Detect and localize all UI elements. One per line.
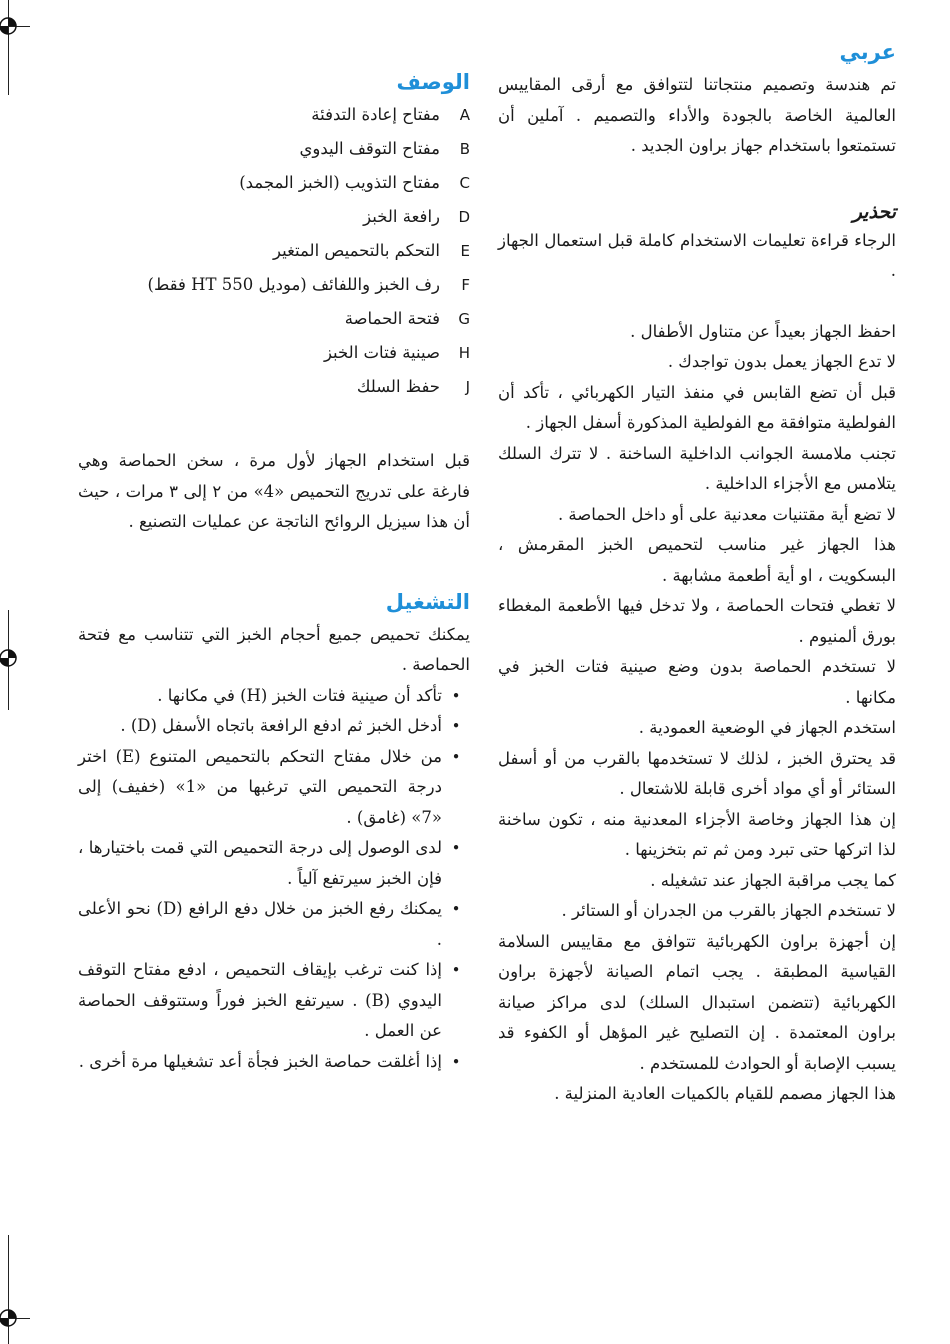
operation-step-text: إذا أغلقت حماصة الخبز فجأة أعد تشغيلها مرة أخرى . <box>78 1051 442 1071</box>
part-label: رف الخبز واللفائف (موديل HT 550 فقط) <box>147 275 440 294</box>
part-label: مفتاح التذويب (الخبز المجمد) <box>239 173 440 192</box>
operation-step <box>78 894 470 955</box>
warning-heading: تحذير <box>852 200 896 223</box>
operation-step-text: يمكنك رفع الخبز من خلال دفع الرافع (D) نحو الأعلى . <box>78 899 442 949</box>
parts-list-item <box>78 200 470 234</box>
parts-list-item <box>78 234 470 268</box>
warning-item: قبل أن تضع القابس في منفذ التيار الكهربائي ، تأكد أن الفولطية متوافقة مع الفولطية المذكورة أسفل الجهاز . <box>498 382 896 432</box>
warning-item: هذا الجهاز مصمم للقيام بالكميات العادية المنزلية . <box>554 1084 896 1103</box>
part-letter: D <box>458 208 470 226</box>
right-column <box>498 38 896 1110</box>
bullet-icon: • <box>451 686 461 705</box>
bullet-icon: • <box>451 839 461 857</box>
registration-mark-icon <box>0 646 20 670</box>
bullet-icon: • <box>451 1052 461 1071</box>
warning-item: كما يجب مراقبة الجهاز عند تشغيله . <box>650 870 896 890</box>
operation-step-text: إذا كنت ترغب بإيقاف التحميص ، ادفع مفتاح التوقف اليدوي (B) . سيرتفع الخبز فوراً وستتوقف الحماصة عن العمل . <box>78 960 442 1040</box>
part-letter: G <box>458 310 470 328</box>
bullet-icon: • <box>451 961 461 979</box>
warning-item: إن هذا الجهاز وخاصة الأجزاء المعدنية منه ، تكون ساخنة لذا اتركها حتى تبرد ومن ثم تم بتخزينها . <box>498 809 896 859</box>
warning-item: لا تستخدم الجهاز بالقرب من الجدران أو الستائر . <box>561 901 896 920</box>
operation-step-text: تأكد أن صينية فتات الخبز (H) في مكانها . <box>157 685 442 705</box>
part-label: مفتاح التوقف اليدوي <box>299 139 440 158</box>
warning-intro: الرجاء قراءة تعليمات الاستخدام كاملة قبل استعمال الجهاز . <box>498 230 896 280</box>
warning-item: إن أجهزة براون الكهربائية تتوافق مع مقاييس السلامة القياسية المطبقة . يجب اتمام الصيانة لأجهزة براون الكهربائية (تتضمن استبدال السلك) لدى مراكز صيانة براون المعتمدة . إن التصليح غير المؤهل أو الكفوء قد يسبب الإصابة أو الحوادث للمستخدم . <box>498 931 896 1073</box>
part-letter: C <box>459 174 470 192</box>
operation-step <box>78 833 470 894</box>
warning-item: احفظ الجهاز بعيداً عن متناول الأطفال . <box>630 321 896 341</box>
part-label: رافعة الخبز <box>363 207 440 226</box>
operation-step-text: لدى الوصول إلى درجة التحميص التي قمت باختيارها ، فإن الخبز سيرتفع آلياً . <box>78 838 442 888</box>
operation-step-text: من خلال مفتاح التحكم بالتحميص المتنوع (E) اختر درجة التحميص التي ترغبها من «1» (خفيف) إلى «7» (غامق) . <box>78 746 442 827</box>
registration-mark-icon <box>0 14 20 38</box>
part-letter: J <box>465 378 470 396</box>
part-letter: E <box>460 242 470 260</box>
warning-item: تجنب ملامسة الجوانب الداخلية الساخنة . لا تترك السلك يتلامس مع الأجزاء الداخلية . <box>498 443 896 493</box>
operation-intro: يمكنك تحميص جميع أحجام الخبز التي تتناسب مع فتحة الحماصة . <box>78 624 470 674</box>
warning-item: هذا الجهاز غير مناسب لتحميص الخبز المقرمش ، البسكويت ، او أية أطعمة مشابهة . <box>498 535 896 585</box>
parts-list-item <box>78 98 470 132</box>
part-label: التحكم بالتحميص المتغير <box>272 241 440 260</box>
warning-item: لا تدع الجهاز يعمل بدون تواجدك . <box>667 352 896 371</box>
operation-step <box>78 1047 470 1078</box>
bullet-icon: • <box>451 900 461 918</box>
part-label: مفتاح إعادة التدفئة <box>311 105 440 124</box>
parts-list-item <box>78 370 470 404</box>
parts-list <box>78 98 470 404</box>
part-letter: H <box>458 344 470 362</box>
intro-paragraph: تم هندسة وتصميم منتجاتنا لتتوافق مع أرقى المقاييس العالمية الخاصة بالجودة والأداء والتصميم . آملين أن تستمتعوا باستخدام جهاز براون الجديد . <box>498 75 896 155</box>
operation-step <box>78 711 470 742</box>
operation-step <box>78 955 470 1047</box>
part-label: حفظ السلك <box>356 377 440 396</box>
operation-step-text: أدخل الخبز ثم ادفع الرافعة باتجاه الأسفل (D) . <box>120 716 442 735</box>
description-heading: الوصف <box>396 70 470 94</box>
operation-step <box>78 681 470 712</box>
bullet-icon: • <box>451 717 461 735</box>
parts-list-item <box>78 336 470 370</box>
operation-steps <box>78 681 470 1078</box>
warning-item: لا تستخدم الحماصة بدون وضع صينية فتات الخبز في مكانها . <box>498 657 896 707</box>
operation-step <box>78 742 470 834</box>
warning-item: لا تضع أية مقتنيات معدنية على أو داخل الحماصة . <box>557 504 896 524</box>
registration-mark-icon <box>0 1306 20 1330</box>
warning-list <box>498 317 896 1110</box>
part-label: صينية فتات الخبز <box>323 343 440 362</box>
first-use-note: قبل استخدام الجهاز لأول مرة ، سخن الحماصة وهي فارغة على تدريج التحميص «4» من ٢ إلى ٣ مرات ، حيث أن هذا سيزيل الروائح الناتجة عن عمليات التصنيع . <box>78 451 470 531</box>
parts-list-item <box>78 268 470 302</box>
parts-list-item <box>78 302 470 336</box>
warning-item: قد يحترق الخبز ، لذلك لا تستخدمها بالقرب من أو أسفل الستائر أو أي مواد أخرى قابلة للاشتعال . <box>498 748 896 798</box>
warning-item: لا تغطي فتحات الحماصة ، ولا تدخل فيها الأطعمة المغطاء بورق ألمنيوم . <box>498 596 896 646</box>
language-heading: عربي <box>839 40 896 64</box>
part-letter: F <box>461 276 470 294</box>
left-column <box>78 68 470 1077</box>
part-letter: A <box>459 106 470 124</box>
parts-list-item <box>78 166 470 200</box>
part-label: فتحة الحماصة <box>344 309 440 328</box>
warning-item: استخدم الجهاز في الوضعية العمودية . <box>638 718 896 737</box>
part-letter: B <box>459 140 470 158</box>
parts-list-item <box>78 132 470 166</box>
operation-heading: التشغيل <box>385 589 470 614</box>
bullet-icon: • <box>451 747 461 766</box>
